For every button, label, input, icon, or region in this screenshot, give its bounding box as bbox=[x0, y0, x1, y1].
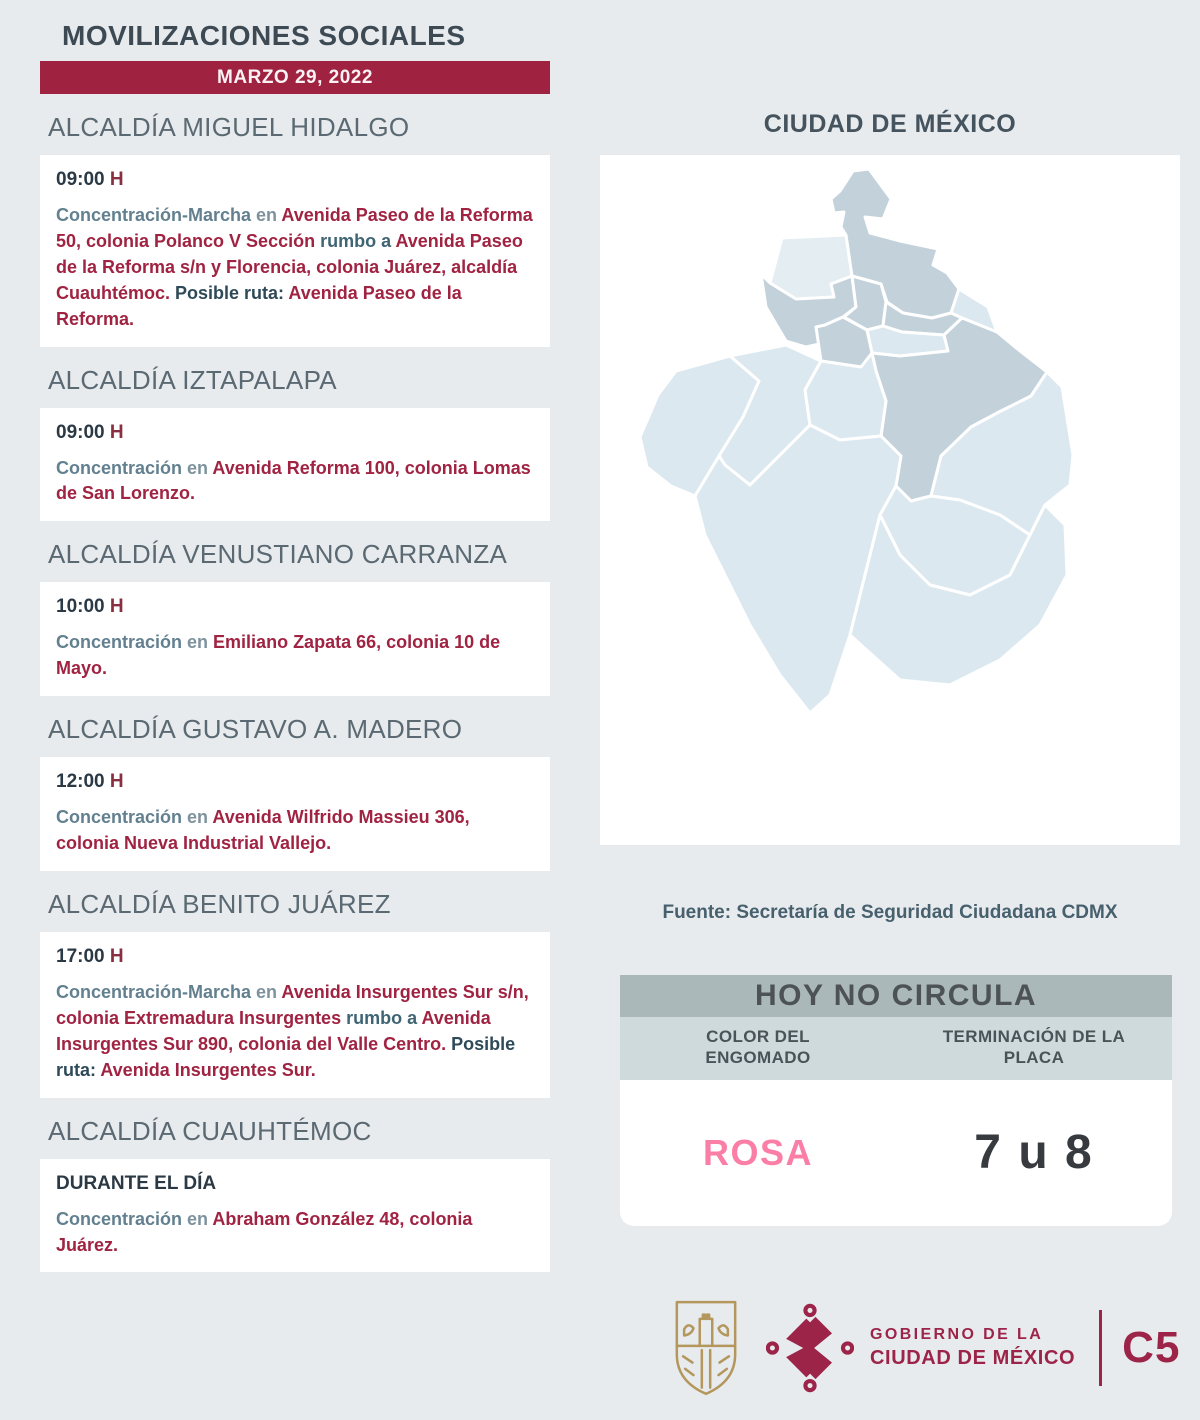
plate-ending-header-text: TERMINACIÓN DE LA PLACA bbox=[942, 1027, 1126, 1068]
section-heading-venustiano-carranza: ALCALDÍA VENUSTIANO CARRANZA bbox=[48, 539, 508, 570]
footer-logos bbox=[672, 1292, 1180, 1404]
event-time-suffix: H bbox=[109, 596, 124, 618]
description-segment: Avenida Insurgentes Sur 890, colonia del Valle Centro. bbox=[56, 1007, 491, 1054]
cdmx-government-logo-icon bbox=[766, 1300, 854, 1396]
event-description bbox=[56, 980, 534, 1084]
event-card bbox=[40, 932, 550, 1098]
event-card bbox=[40, 155, 550, 347]
hoy-no-circula-headers bbox=[620, 1017, 1172, 1080]
description-segment: Concentración bbox=[56, 457, 183, 478]
description-segment: en bbox=[182, 1208, 213, 1229]
description-segment: rumbo a bbox=[341, 1007, 422, 1028]
description-segment: Avenida Insurgentes Sur s/n, colonia Extremadura Insurgentes bbox=[56, 981, 529, 1028]
map-source-caption: Fuente: Secretaría de Seguridad Ciudadana CDMX bbox=[662, 902, 1118, 923]
section-heading-cuauhtemoc: ALCALDÍA CUAUHTÉMOC bbox=[48, 1115, 372, 1146]
event-time-value: 09:00 bbox=[56, 169, 105, 190]
c5-logo: C5 bbox=[1122, 1323, 1181, 1372]
footer-divider bbox=[1099, 1310, 1102, 1386]
event-card bbox=[40, 757, 550, 871]
cdmx-map bbox=[600, 155, 1180, 845]
event-time-value: 17:00 bbox=[56, 945, 105, 967]
description-segment: Concentración bbox=[56, 632, 183, 653]
description-segment: Avenida Insurgentes Sur. bbox=[100, 1059, 316, 1080]
description-segment: Emiliano Zapata 66, colonia 10 de Mayo. bbox=[56, 632, 501, 679]
event-time bbox=[56, 1173, 534, 1195]
government-wordmark-line2: CIUDAD DE MÉXICO bbox=[870, 1347, 1076, 1369]
cdmx-alcaldias-map-svg bbox=[600, 155, 1180, 845]
sticker-color-header bbox=[620, 1026, 896, 1069]
description-segment: en bbox=[182, 457, 213, 478]
section-heading-iztapalapa: ALCALDÍA IZTAPALAPA bbox=[48, 364, 337, 395]
event-card bbox=[40, 582, 550, 696]
description-segment: Concentración-Marcha bbox=[56, 981, 252, 1002]
event-time bbox=[56, 946, 534, 968]
event-time-value: 10:00 bbox=[56, 596, 105, 618]
description-segment: Concentración bbox=[56, 1208, 183, 1229]
cdmx-coat-of-arms-icon bbox=[672, 1298, 740, 1398]
event-time bbox=[56, 169, 534, 191]
description-segment: en bbox=[251, 205, 282, 225]
event-time-suffix: H bbox=[109, 421, 124, 443]
description-segment: en bbox=[182, 807, 213, 828]
hoy-no-circula-panel bbox=[620, 975, 1172, 1226]
event-time-suffix: H bbox=[109, 169, 124, 190]
description-segment: Avenida Paseo de la Reforma. bbox=[56, 282, 462, 329]
mobilizations-column bbox=[40, 16, 550, 1272]
description-segment: Abraham González 48, colonia Juárez. bbox=[56, 1208, 473, 1255]
sticker-color-header-text: COLOR DEL ENGOMADO bbox=[705, 1027, 811, 1068]
description-segment: Avenida Paseo de la Reforma 50, colonia Polanco V Sección bbox=[56, 205, 533, 251]
section-heading-gustavo-a-madero: ALCALDÍA GUSTAVO A. MADERO bbox=[48, 714, 463, 745]
description-segment: rumbo a bbox=[315, 230, 396, 251]
event-time-value: 09:00 bbox=[56, 421, 105, 443]
description-segment: Concentración bbox=[56, 807, 183, 828]
event-description bbox=[56, 805, 534, 857]
sticker-color-value: ROSA bbox=[702, 1131, 813, 1173]
hoy-no-circula-values bbox=[620, 1080, 1172, 1226]
hoy-no-circula-title: HOY NO CIRCULA bbox=[620, 975, 1172, 1017]
event-card bbox=[40, 408, 550, 522]
event-description bbox=[56, 456, 534, 508]
page-title: MOVILIZACIONES SOCIALES bbox=[62, 20, 466, 51]
description-segment: Concentración-Marcha bbox=[56, 205, 252, 225]
event-description bbox=[56, 1207, 534, 1259]
description-segment: Posible ruta: bbox=[56, 1033, 516, 1080]
government-wordmark-line1: GOBIERNO DE LA bbox=[870, 1326, 1044, 1343]
description-segment: Avenida Wilfrido Massieu 306, colonia Nueva Industrial Vallejo. bbox=[56, 807, 470, 854]
description-segment: Posible ruta: bbox=[170, 282, 289, 303]
section-heading-miguel-hidalgo: ALCALDÍA MIGUEL HIDALGO bbox=[48, 112, 410, 142]
event-description bbox=[56, 203, 534, 333]
plate-ending-header bbox=[896, 1026, 1172, 1069]
map-title: CIUDAD DE MÉXICO bbox=[763, 110, 1017, 138]
description-segment: en bbox=[251, 981, 282, 1002]
event-time-value: DURANTE EL DÍA bbox=[56, 1172, 217, 1194]
event-time bbox=[56, 422, 534, 444]
description-segment: Avenida Reforma 100, colonia Lomas de San Lorenzo. bbox=[56, 457, 531, 504]
date-banner: MARZO 29, 2022 bbox=[40, 61, 550, 94]
description-segment: Avenida Paseo de la Reforma s/n y Florencia, colonia Juárez, alcaldía Cuauhtémoc. bbox=[56, 230, 523, 303]
event-time-suffix: H bbox=[109, 945, 124, 967]
event-time bbox=[56, 596, 534, 618]
event-time-suffix: H bbox=[109, 771, 124, 793]
event-time-value: 12:00 bbox=[56, 771, 105, 793]
plate-ending-value: 7 u 8 bbox=[974, 1126, 1094, 1179]
event-card bbox=[40, 1159, 550, 1273]
event-description bbox=[56, 630, 534, 682]
government-wordmark bbox=[870, 1326, 1075, 1370]
description-segment: en bbox=[182, 632, 214, 653]
event-time bbox=[56, 771, 534, 793]
section-heading-benito-juarez: ALCALDÍA BENITO JUÁREZ bbox=[48, 888, 391, 919]
